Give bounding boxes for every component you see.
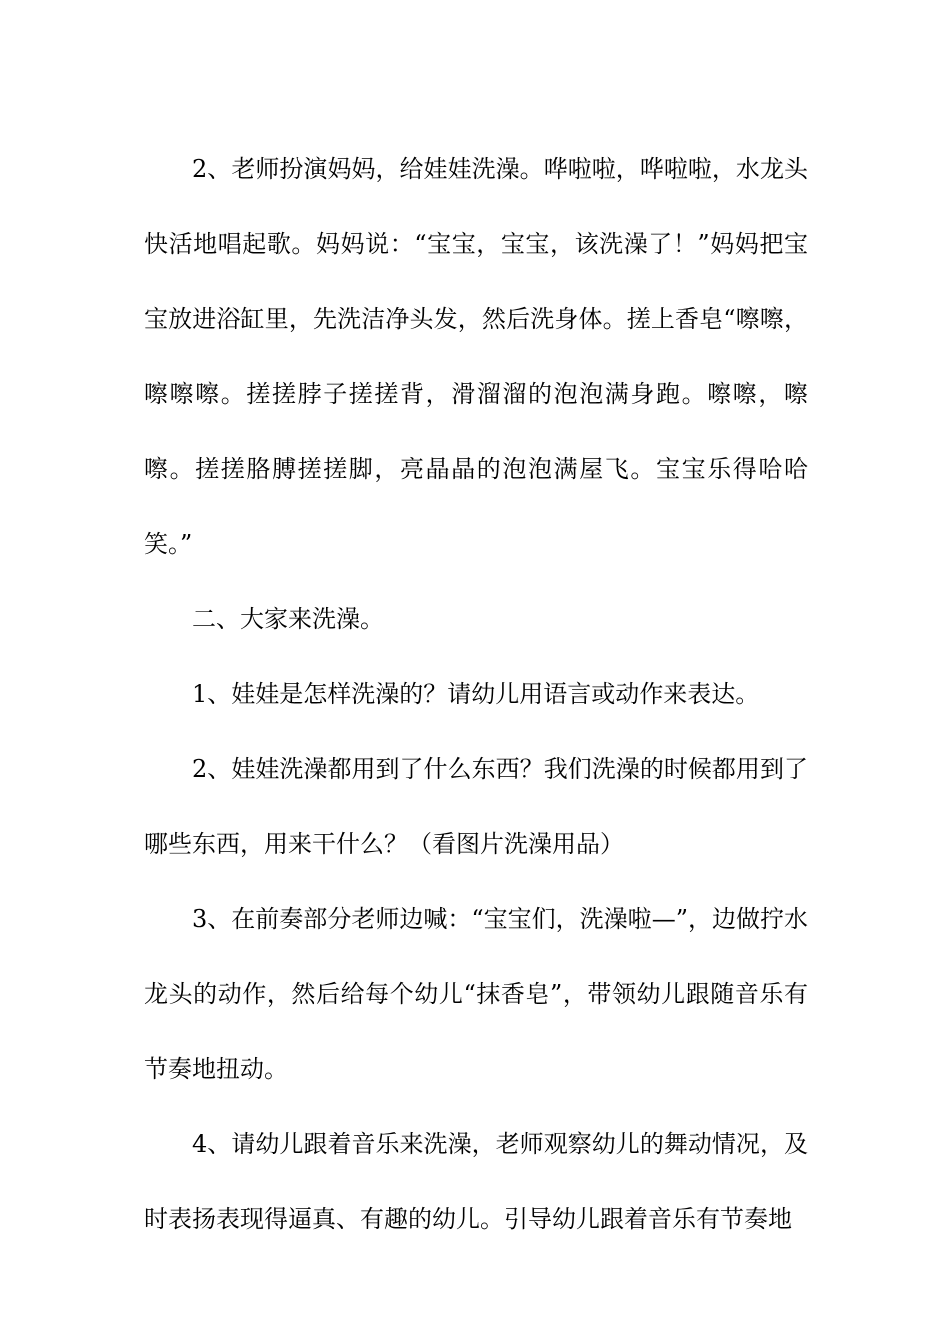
paragraph-bath-story: 2、老师扮演妈妈，给娃娃洗澡。哗啦啦，哗啦啦，水龙头快活地唱起歌。妈妈说：“宝宝，宝宝，该洗澡了！”妈妈把宝宝放进浴缸里，先洗洁净头发，然后洗身体。搓上香皂“嚓嚓，嚓嚓嚓。搓搓脖子搓搓背，滑溜溜的泡泡满身跑。嚓嚓，嚓嚓。搓搓胳膊搓搓脚，亮晶晶的泡泡满屋飞。宝宝乐得哈哈笑。” — [144, 155, 808, 558]
document-body — [144, 132, 808, 1257]
paragraph-step-1: 1、娃娃是怎样洗澡的？请幼儿用语言或动作来表达。 — [192, 680, 760, 708]
paragraph-step-2: 2、娃娃洗澡都用到了什么东西？我们洗澡的时候都用到了哪些东西，用来干什么？（看图片洗澡用品） — [144, 755, 808, 858]
paragraph-step-3: 3、在前奏部分老师边喊：“宝宝们，洗澡啦—”，边做拧水龙头的动作，然后给每个幼儿“抹香皂”，带领幼儿跟随音乐有节奏地扭动。 — [144, 905, 808, 1083]
paragraph-step-4: 4、请幼儿跟着音乐来洗澡，老师观察幼儿的舞动情况，及时表扬表现得逼真、有趣的幼儿。引导幼儿跟着音乐有节奏地 — [144, 1130, 808, 1233]
section-heading-bath-together: 二、大家来洗澡。 — [192, 605, 384, 633]
